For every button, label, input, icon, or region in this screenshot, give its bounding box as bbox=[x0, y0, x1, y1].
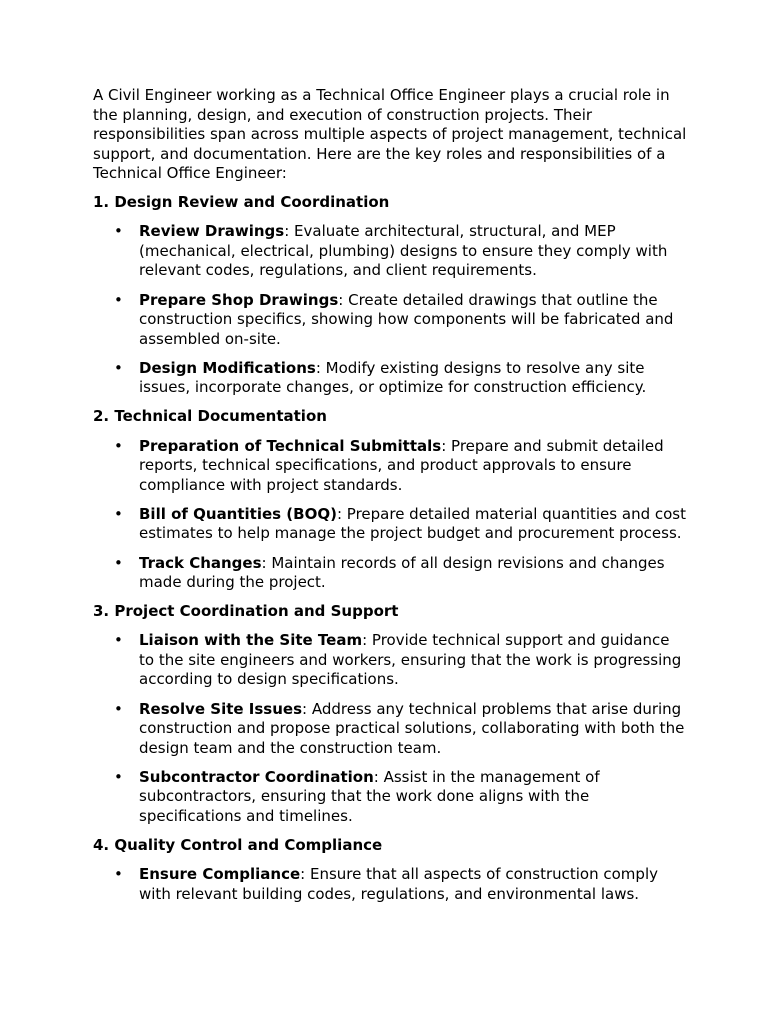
bullet-icon: • bbox=[114, 358, 123, 377]
item-text: : Create detailed drawings that outline the construction specifics, showing how components will be fabricated and assembled on-site. bbox=[139, 290, 674, 348]
bullet-icon: • bbox=[114, 553, 123, 572]
section-technical-documentation bbox=[93, 407, 688, 592]
list-item bbox=[93, 554, 688, 593]
section-project-coordination bbox=[93, 602, 688, 826]
bullet-icon: • bbox=[114, 631, 123, 650]
section-quality-control bbox=[93, 836, 688, 904]
list-item bbox=[93, 505, 688, 544]
item-term: Preparation of Technical Submittals bbox=[139, 436, 442, 455]
item-term: Liaison with the Site Team bbox=[139, 631, 363, 650]
list-item bbox=[93, 437, 688, 496]
item-term: Prepare Shop Drawings bbox=[139, 290, 339, 309]
item-term: Bill of Quantities (BOQ) bbox=[139, 504, 337, 523]
item-text: : Provide technical support and guidance to the site engineers and workers, ensuring that the work is progressing according to design specifications. bbox=[139, 631, 682, 689]
item-text: : Modify existing designs to resolve any site issues, incorporate changes, or optimize for construction efficiency. bbox=[139, 358, 647, 397]
bullet-icon: • bbox=[114, 767, 123, 786]
item-text: : Ensure that all aspects of construction comply with relevant building codes, regulations, and environmental laws. bbox=[139, 865, 658, 903]
item-term: Ensure Compliance bbox=[139, 865, 301, 884]
item-term: Design Modifications bbox=[139, 358, 316, 377]
item-text: : Assist in the management of subcontractors, ensuring that the work done aligns with the specifications and timelines. bbox=[139, 767, 600, 825]
bullet-list bbox=[93, 865, 688, 904]
list-item bbox=[93, 222, 688, 281]
item-term: Resolve Site Issues bbox=[139, 699, 303, 718]
list-item bbox=[93, 631, 688, 690]
section-heading: 2. Technical Documentation bbox=[93, 407, 327, 426]
bullet-icon: • bbox=[114, 290, 123, 309]
section-heading: 1. Design Review and Coordination bbox=[93, 193, 390, 212]
item-text: : Maintain records of all design revisions and changes made during the project. bbox=[139, 553, 665, 591]
intro-paragraph: A Civil Engineer working as a Technical Office Engineer plays a crucial role in the planning, design, and execution of construction projects. Their responsibilities span across multiple aspects of project management, technical support, and documentation. Here are the key roles and responsibilities of a Technical Office Engineer: bbox=[93, 86, 687, 182]
list-item bbox=[93, 865, 688, 904]
item-term: Track Changes bbox=[139, 553, 262, 572]
item-term: Review Drawings bbox=[139, 222, 285, 241]
bullet-icon: • bbox=[114, 504, 123, 523]
section-heading: 4. Quality Control and Compliance bbox=[93, 835, 383, 854]
list-item bbox=[93, 700, 688, 759]
list-item bbox=[93, 291, 688, 350]
bullet-list bbox=[93, 631, 688, 826]
item-term: Subcontractor Coordination bbox=[139, 767, 374, 786]
bullet-list bbox=[93, 437, 688, 593]
section-design-review bbox=[93, 193, 688, 398]
document-page bbox=[93, 86, 688, 914]
section-heading: 3. Project Coordination and Support bbox=[93, 602, 399, 621]
bullet-icon: • bbox=[114, 865, 123, 884]
bullet-icon: • bbox=[114, 436, 123, 455]
item-text: : Evaluate architectural, structural, and MEP (mechanical, electrical, plumbing) designs to ensure they comply with relevant codes, regulations, and client requirements. bbox=[139, 222, 668, 280]
bullet-icon: • bbox=[114, 699, 123, 718]
item-text: : Address any technical problems that arise during construction and propose practical solutions, collaborating with both the design team and the construction team. bbox=[139, 699, 685, 757]
bullet-list bbox=[93, 222, 688, 397]
bullet-icon: • bbox=[114, 222, 123, 241]
list-item bbox=[93, 768, 688, 827]
item-text: : Prepare detailed material quantities and cost estimates to help manage the project budget and procurement process. bbox=[139, 504, 686, 543]
item-text: : Prepare and submit detailed reports, technical specifications, and product approvals to ensure compliance with project standards. bbox=[139, 436, 664, 494]
list-item bbox=[93, 359, 688, 398]
